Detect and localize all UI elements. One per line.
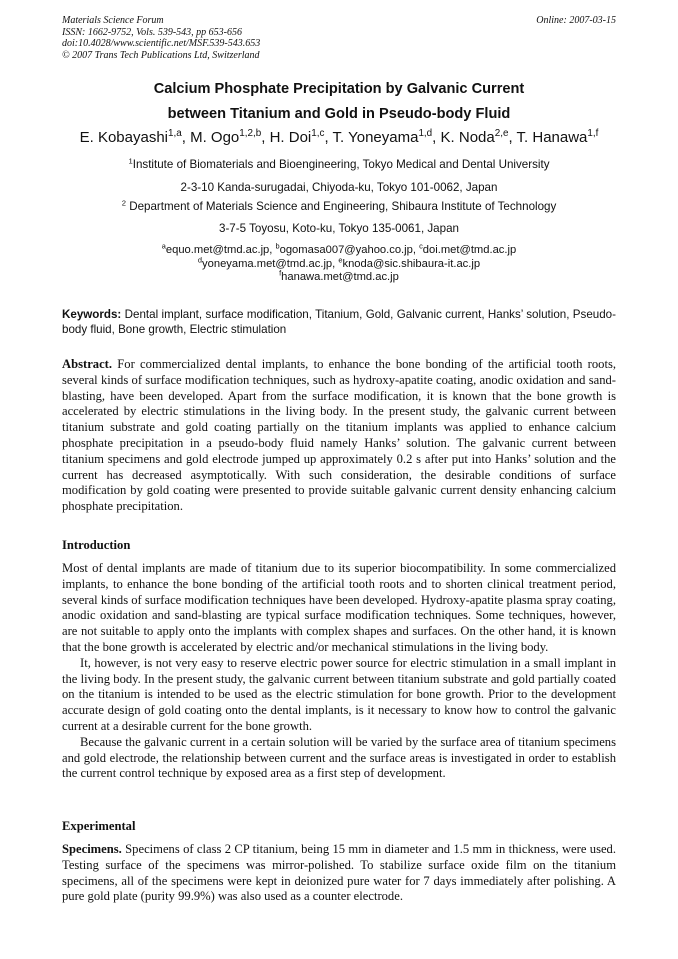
doi-line: doi:10.4028/www.scientific.net/MSF.539-543.653	[62, 38, 261, 50]
author-1: E. Kobayashi$^{1,a}$,	[79, 128, 191, 146]
abstract-label: Abstract.	[62, 357, 113, 371]
experimental-heading: Experimental	[62, 819, 136, 833]
specimens-label: Specimens.	[62, 842, 122, 856]
author-3: H. Doi$^{1,c}$,	[269, 128, 333, 146]
email-line-3: $^f$hanawa.met@tmd.ac.jp	[279, 268, 399, 283]
author-5: K. Noda$^{2,e}$,	[440, 128, 517, 146]
email-line-2: $^d$yoneyama.met@tmd.ac.jp, $^e$knoda@sic.shibaura-it.ac.jp	[197, 255, 481, 270]
email-line-1: $^a$equo.met@tmd.ac.jp, $^b$ogomasa007@yahoo.co.jp, $^c$doi.met@tmd.ac.jp	[161, 241, 517, 256]
keywords-text: Dental implant, surface modification, Titanium, Gold, Galvanic current, Hanks’ solution, Pseudo-body fluid, Bone growth, Electric stimulation	[62, 308, 616, 336]
affiliation-1-address: 2-3-10 Kanda-surugadai, Chiyoda-ku, Tokyo 101-0062, Japan	[180, 181, 498, 194]
introduction-paragraph-3: Because the galvanic current in a certain solution will be varied by the surface area of titanium specimens and gold electrode, the relationship between current and the surface areas is investigated in order to establish the current control technique by exposed area as a first step of development.	[62, 734, 616, 781]
affiliation-1-name: $^1$Institute of Biomaterials and Bioengineering, Tokyo Medical and Dental University	[128, 156, 550, 171]
copyright-line: © 2007 Trans Tech Publications Ltd, Switzerland	[62, 49, 260, 61]
paper-title-line-1: Calcium Phosphate Precipitation by Galvanic Current	[153, 81, 525, 97]
journal-header	[62, 15, 616, 61]
introduction-paragraph-2: It, however, is not very easy to reserve electric power source for electric stimulation in a small implant in the living body. In the present study, the galvanic current between titanium substrate and gold partially coated on the titanium is intended to be used as the electric stimulation for bone growth. Prior to the development accurate design of gold coating onto the dental implants, is it necessary to know how to control the galvanic current at a desirable current for the bone growth.	[62, 655, 616, 733]
author-4: T. Yoneyama$^{1,d}$,	[332, 128, 441, 146]
specimens-paragraph	[62, 842, 616, 905]
issn-line: ISSN: 1662-9752, Vols. 539-543, pp 653-656	[62, 26, 242, 38]
abstract-paragraph	[62, 357, 616, 515]
affiliation-2-name: $^2$ Department of Materials Science and Engineering, Shibaura Institute of Technology	[121, 198, 557, 213]
email-list	[40, 241, 638, 285]
author-2: M. Ogo$^{1,2,b}$,	[190, 128, 270, 146]
introduction-heading: Introduction	[62, 538, 131, 552]
author-list	[40, 129, 638, 146]
specimens-text: Specimens of class 2 CP titanium, being 15 mm in diameter and 1.5 mm in thickness, were used. Testing surface of the specimens was mirror-polished. To stabilize surface oxide film on the titanium specimens, all of the specimens were kept in deionized pure water for 7 days immediately after polishing. A pure gold plate (purity 99.9%) was also used as a counter electrode.	[62, 842, 616, 904]
keywords-label: Keywords:	[62, 308, 122, 321]
journal-name: Materials Science Forum	[62, 15, 164, 26]
keywords-section	[62, 307, 616, 337]
author-6: T. Hanawa$^{1,f}$	[516, 128, 599, 146]
introduction-paragraph-1: Most of dental implants are made of titanium due to its superior biocompatibility. In some commercialized implants, to enhance the bone bonding of the artificial tooth roots and to shorten clinical treatment period, several kinds of surface modification techniques have been developed. Hydroxy-apatite plasma spray coating, anodic oxidation and sand-blasting are typical surface modification techniques. Some techniques, however, are not suitable to apply onto the implants with complex shapes and surfaces. On the other hand, it is known that the bone growth is accelerated by electric and/or mechanical stimulations in the living body.	[62, 561, 616, 654]
paper-title-line-2: between Titanium and Gold in Pseudo-body Fluid	[167, 106, 511, 122]
introduction-body	[62, 561, 616, 782]
online-date: Online: 2007-03-15	[536, 15, 616, 26]
affiliation-2-address: 3-7-5 Toyosu, Koto-ku, Tokyo 135-0061, Japan	[219, 222, 459, 235]
abstract-text: For commercialized dental implants, to enhance the bone bonding of the artificial tooth roots, several kinds of surface modification techniques, such as hydroxy-apatite coating, anodic oxidation and sand-blasting, have been developed. Apart from the surface modification, it is known that the bone growth is accelerated by electric stimulations in the living body. In the present study, the galvanic current between titanium substrate and gold coating partially on the titanium implants was applied to enhance calcium phosphate precipitation in a pseudo-body fluid namely Hanks’ solution. The galvanic current between titanium specimens and gold electrode jumped up approximately 0.2 s after put into Hanks’ solution and the current has decreased asymptotically. With such consideration, the desirable conditions of surface modification by gold coating were presented to provide suitable galvanic current density enhancing calcium phosphate precipitation.	[62, 357, 616, 514]
